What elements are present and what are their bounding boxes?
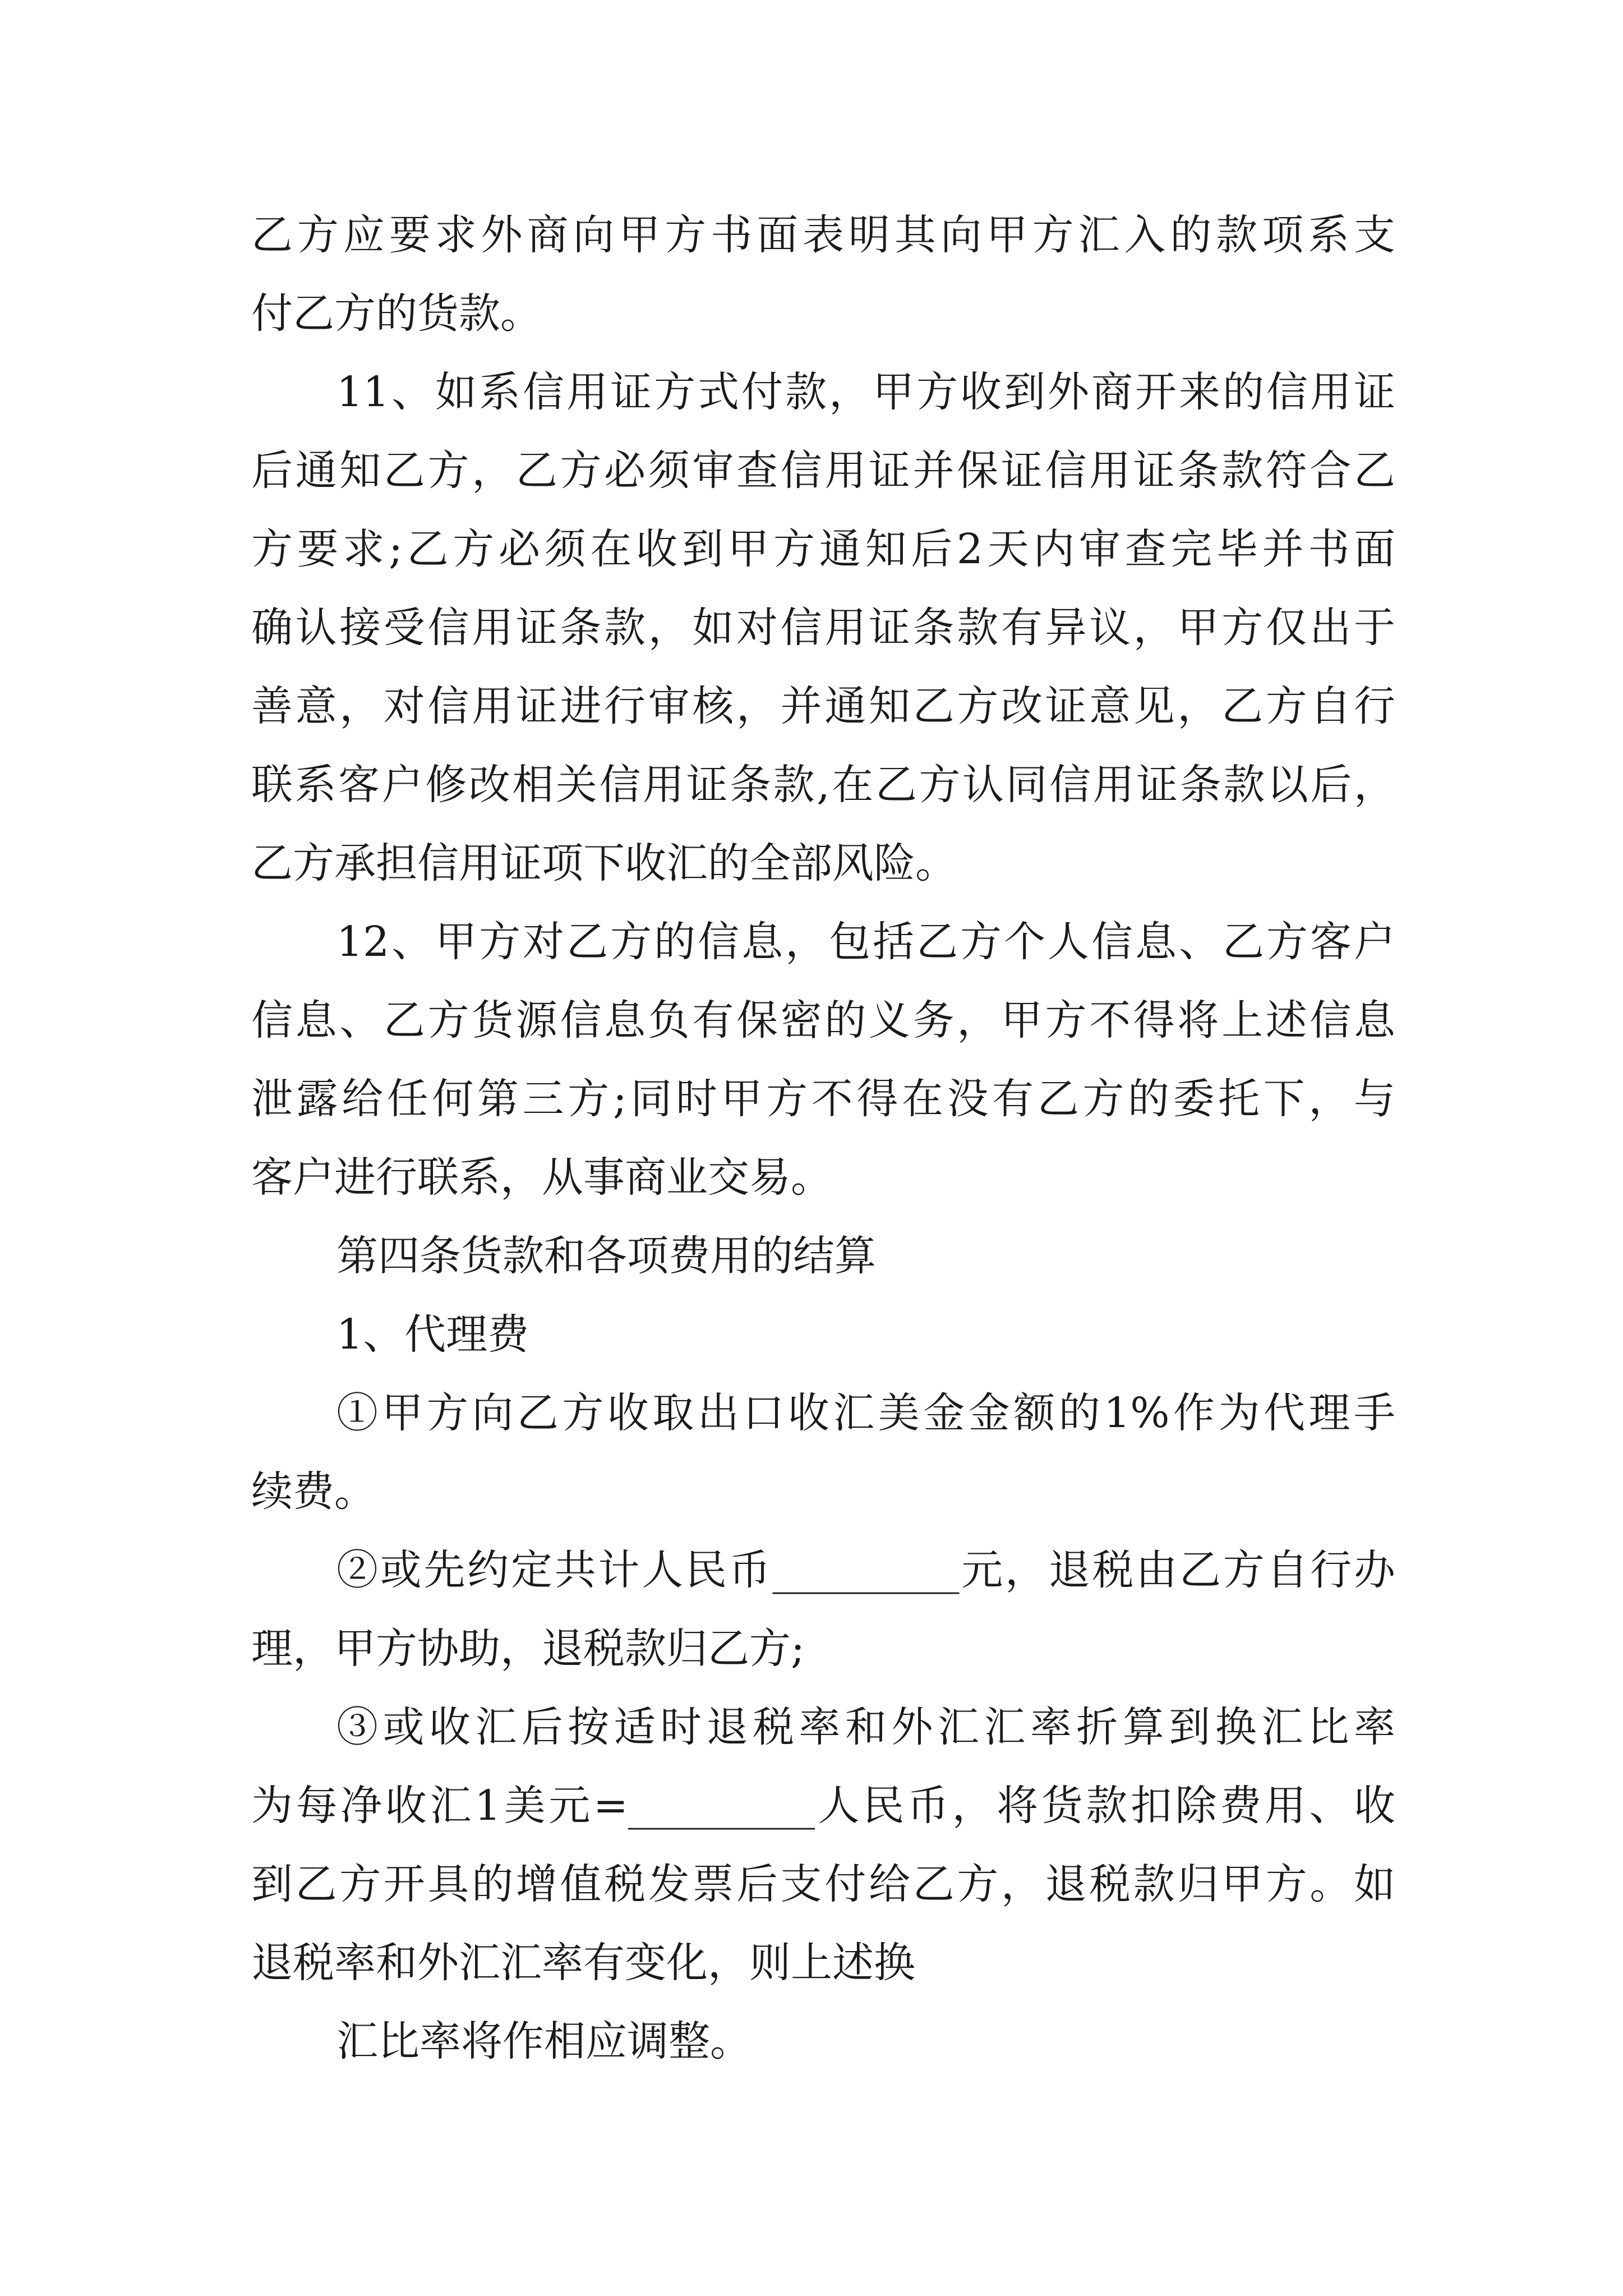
text-line: ③或收汇后按适时退税率和外汇汇率折算到换汇比率 — [336, 1703, 1395, 1751]
text-line: 11、如系信用证方式付款，甲方收到外商开来的信用证 — [336, 368, 1395, 416]
section-heading: 第四条货款和各项费用的结算 — [336, 1232, 876, 1280]
text-line: 乙方承担信用证项下收汇的全部风险。 — [251, 839, 957, 887]
text-line: 善意，对信用证进行审核，并通知乙方改证意见，乙方自行 — [251, 682, 1395, 730]
text-line: 汇比率将作相应调整。 — [336, 2017, 751, 2065]
text-line: 信息、乙方货源信息负有保密的义务，甲方不得将上述信息 — [251, 996, 1395, 1045]
subsection-heading: 1、代理费 — [336, 1310, 529, 1359]
text-line: ②或先约定共计人民币_________元，退税由乙方自行办 — [336, 1546, 1395, 1594]
text-line: 退税率和外汇汇率有变化，则上述换 — [251, 1939, 915, 1987]
text-line: 客户进行联系，从事商业交易。 — [251, 1153, 832, 1202]
text-line: 为每净收汇1美元=_________人民币，将货款扣除费用、收 — [251, 1782, 1395, 1830]
text-line: 12、甲方对乙方的信息，包括乙方个人信息、乙方客户 — [336, 918, 1395, 966]
text-line: 联系客户修改相关信用证条款,在乙方认同信用证条款以后， — [251, 761, 1395, 809]
text-line: 后通知乙方，乙方必须审查信用证并保证信用证条款符合乙 — [251, 447, 1395, 495]
text-line: 续费。 — [251, 1467, 376, 1516]
text-line: 理，甲方协助，退税款归乙方; — [251, 1625, 805, 1673]
text-line: 到乙方开具的增值税发票后支付给乙方，退税款归甲方。如 — [251, 1860, 1395, 1908]
text-line: 泄露给任何第三方;同时甲方不得在没有乙方的委托下，与 — [251, 1075, 1395, 1123]
text-line: 方要求;乙方必须在收到甲方通知后2天内审查完毕并书面 — [251, 525, 1395, 573]
text-line: ①甲方向乙方收取出口收汇美金金额的1%作为代理手 — [336, 1389, 1395, 1437]
text-line: 付乙方的货款。 — [251, 289, 542, 338]
text-line: 确认接受信用证条款，如对信用证条款有异议，甲方仅出于 — [251, 604, 1395, 652]
text-line: 乙方应要求外商向甲方书面表明其向甲方汇入的款项系支 — [251, 211, 1395, 259]
